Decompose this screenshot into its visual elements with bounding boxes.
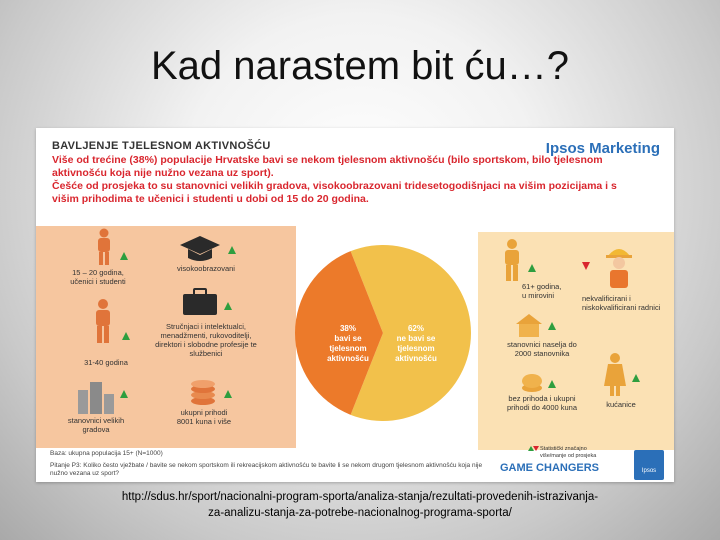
intro-paragraph-1: Više od trećine (38%) populacije Hrvatske bavi se nekom tjelesnom aktivnošću (bilo sportskom, bilo tjelesnom aktivnošću koja nije nužno vezana uz sport). bbox=[52, 154, 603, 179]
source-url[interactable] bbox=[20, 489, 700, 521]
retired-person-icon bbox=[500, 238, 524, 282]
up-arrow-icon bbox=[122, 332, 130, 340]
up-arrow-icon bbox=[224, 390, 232, 398]
label-educated: visokoobrazovani bbox=[177, 264, 235, 273]
city-buildings-icon bbox=[76, 380, 116, 414]
brand-logo: Ipsos Marketing bbox=[545, 140, 660, 157]
up-arrow-icon bbox=[548, 380, 556, 388]
up-arrow-icon bbox=[224, 302, 232, 310]
infographic bbox=[36, 128, 674, 482]
up-arrow-icon bbox=[548, 322, 556, 330]
source-url-line-1[interactable]: http://sdus.hr/sport/nacionalni-program-sporta/analiza-stanja/rezultati-provedenih-istrazivanja- bbox=[121, 491, 599, 503]
slide-title: Kad narastem bit ću…? bbox=[151, 44, 569, 88]
up-arrow-icon bbox=[632, 374, 640, 382]
village-house-icon bbox=[514, 312, 544, 338]
source-url-line-2[interactable]: za-analizu-stanja-za-potrebe-nacionalnog-programa-sporta/ bbox=[208, 507, 512, 519]
label-professionals: Stručnjaci i intelektualci, menadžmenti, rukovoditelji, direktori i slobodne profesije te službenici bbox=[155, 322, 257, 358]
label-housewives: kućanice bbox=[606, 400, 636, 409]
footnote-base: Baza: ukupna populacija 15+ (N=1000) bbox=[50, 450, 163, 457]
adult-person-icon bbox=[90, 298, 116, 344]
label-income: ukupni prihodi 8001 kuna i više bbox=[176, 408, 232, 426]
housewife-icon bbox=[602, 352, 628, 396]
ipsos-logo-text: Ipsos bbox=[641, 468, 657, 474]
up-arrow-icon bbox=[228, 246, 236, 254]
up-arrow-icon bbox=[120, 252, 128, 260]
label-age31: 31-40 godina bbox=[84, 358, 128, 367]
down-arrow-icon bbox=[582, 262, 590, 270]
down-arrow-icon bbox=[533, 446, 539, 451]
briefcase-icon bbox=[182, 288, 218, 316]
worker-helmet-icon bbox=[602, 242, 636, 290]
graduation-cap-icon bbox=[178, 234, 222, 264]
label-villages: stanovnici naselja do 2000 stanovnika bbox=[507, 340, 577, 358]
label-unskilled: nekvalificirani i niskokvalificirani radnici bbox=[582, 294, 661, 312]
up-arrow-icon bbox=[528, 264, 536, 272]
infographic-heading: BAVLJENJE TJELESNOM AKTIVNOŠĆU bbox=[52, 140, 271, 152]
coins-icon bbox=[188, 380, 218, 406]
active-percent: 38% bbox=[339, 324, 356, 333]
game-changers-logo: GAME CHANGERS bbox=[500, 462, 600, 474]
low-income-coin-icon bbox=[520, 372, 544, 394]
up-arrow-icon bbox=[120, 390, 128, 398]
active-label: bavi se tjelesnom aktivnošću bbox=[327, 334, 369, 363]
label-cities: stanovnici velikih gradova bbox=[67, 416, 125, 434]
label-retired: 61+ godina, u mirovini bbox=[522, 282, 562, 300]
intro-paragraph-2: Češće od prosjeka to su stanovnici velikih gradova, visokoobrazovani tridesetogodišnjaci na višim pozicijama i s višim prihodima te učenici i studenti u dobi od 15 do 20 godina. bbox=[52, 180, 617, 205]
inactive-percent: 62% bbox=[407, 324, 424, 333]
ipsos-logo bbox=[634, 450, 664, 480]
label-youth: 15 – 20 godina, učenici i studenti bbox=[70, 268, 126, 286]
intro-text bbox=[52, 154, 622, 206]
student-icon bbox=[92, 228, 116, 266]
label-lowincome: bez prihoda i ukupni prihodi do 4000 kuna bbox=[506, 394, 578, 412]
legend-text: Statistički značajno više/manje od prosjeka bbox=[540, 446, 597, 459]
inactive-label: ne bavi se tjelesnom aktivnošću bbox=[395, 334, 437, 363]
footnote-question: Pitanje P3: Koliko često vježbate / bavite se nekom sportskom ili rekreacijskom aktivnošću te bavite li se nekom drugom tjelesnom aktivnošću koja nije nužno vezana uz sport? bbox=[50, 462, 483, 477]
